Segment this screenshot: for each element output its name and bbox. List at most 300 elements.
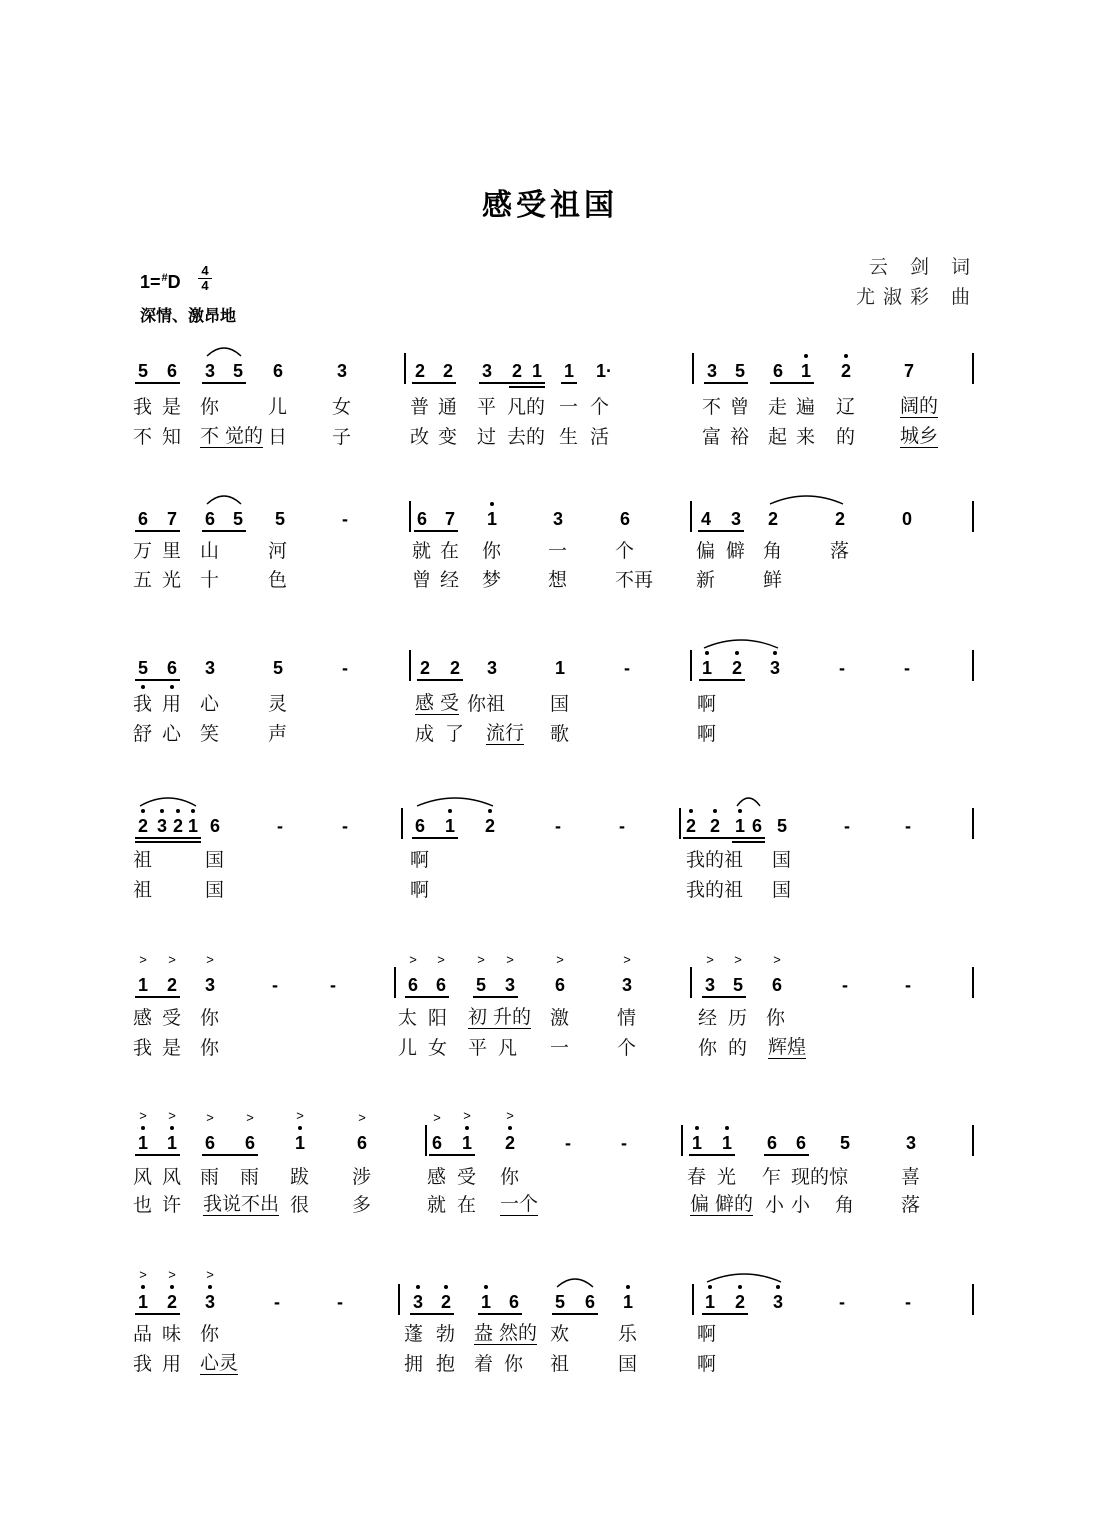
lyric-syllable: 你 (482, 540, 502, 562)
note: 1 (554, 658, 566, 678)
beam-line (698, 530, 744, 532)
sustain-dash: - (555, 816, 561, 836)
lyric-syllable: 用 (162, 693, 182, 715)
lyric-syllable: 啊 (697, 1323, 717, 1345)
beam-line (699, 679, 745, 681)
lyric-syllable: 起 (768, 426, 788, 448)
barline (972, 501, 974, 532)
accent-mark: > (168, 1267, 176, 1282)
note: 1 (187, 816, 199, 836)
accent-mark: > (734, 952, 742, 967)
lyric-syllable: 祖 (133, 879, 153, 901)
lyric-syllable: 歌 (550, 723, 570, 745)
accent-mark: > (773, 952, 781, 967)
high-octave-dot (626, 1285, 630, 1289)
lyric-syllable: 涉 (352, 1166, 372, 1188)
lyric-syllable: 灵 (268, 693, 288, 715)
high-octave-dot (141, 1285, 145, 1289)
note: 6 (407, 975, 419, 995)
accent-mark: > (206, 952, 214, 967)
time-signature-bottom: 4 (201, 278, 209, 293)
high-octave-dot (416, 1285, 420, 1289)
high-octave-dot (141, 1126, 145, 1130)
note: 1 (734, 816, 746, 836)
accent-mark: > (139, 952, 147, 967)
lyric-syllable: 受 (457, 1166, 477, 1188)
sharp-sign: # (161, 272, 168, 284)
note: 3 (156, 816, 168, 836)
accent-mark: > (296, 1108, 304, 1123)
accent-mark: > (433, 1110, 441, 1125)
lyric-syllable: 一 (548, 540, 568, 562)
lyric-syllable: 乍 (762, 1166, 782, 1188)
note: 2 (511, 361, 523, 381)
lyric-syllable: 不 (702, 396, 722, 418)
note: 3 (204, 361, 216, 381)
lyric-syllable: 在 (440, 540, 460, 562)
beam-line (135, 679, 180, 681)
lyric-syllable: 感 (133, 1007, 153, 1029)
lyric-syllable: 你 (698, 1037, 718, 1059)
note: 1 (563, 361, 575, 381)
note: 6 (431, 1133, 443, 1153)
lyric-syllable: 凡的 (507, 396, 546, 418)
note: 1 (137, 1133, 149, 1153)
note: 2 (172, 816, 184, 836)
high-octave-dot (444, 1285, 448, 1289)
lyric-syllable: 国 (205, 879, 225, 901)
lyric-syllable: 流行 (486, 722, 525, 744)
lyric-syllable: 乐 (618, 1323, 638, 1345)
note: 1 (704, 1292, 716, 1312)
lyric-syllable: 角 (835, 1194, 855, 1216)
note: 4 (700, 509, 712, 529)
note: 5 (839, 1133, 851, 1153)
sustain-dash: - (844, 816, 850, 836)
lyric-syllable: 我 (133, 1037, 153, 1059)
lyric-syllable: 角 (763, 540, 783, 562)
lyric-syllable: 五 (133, 569, 153, 591)
note: 3 (204, 975, 216, 995)
note: 6 (414, 816, 426, 836)
lyric-syllable: 现的惊 (791, 1166, 849, 1188)
lyric-syllable: 成 (415, 723, 435, 745)
accent-mark: > (556, 952, 564, 967)
accent-mark: > (168, 1108, 176, 1123)
beam-line (764, 1154, 809, 1156)
note: 6 (584, 1292, 596, 1312)
lyric-syllable: 勃 (436, 1323, 456, 1345)
beam-line (405, 996, 449, 998)
beam-line (135, 530, 180, 532)
tempo-marking: 深情、激昂地 (140, 306, 237, 325)
lyric-syllable: 万 (133, 540, 153, 562)
lyric-syllable: 女 (332, 396, 352, 418)
note: 5 (475, 975, 487, 995)
accent-mark: > (358, 1110, 366, 1125)
high-octave-dot (170, 1126, 174, 1130)
lyric-syllable: 通 (438, 396, 458, 418)
note: 6 (751, 816, 763, 836)
accent-mark: > (206, 1110, 214, 1125)
beam-line (770, 382, 814, 384)
accent-mark: > (206, 1267, 214, 1282)
lyric-syllable: 裕 (730, 426, 750, 448)
note: 5 (272, 658, 284, 678)
lyric-syllable: 味 (162, 1323, 182, 1345)
beam-line (429, 1154, 475, 1156)
note: 2 (504, 1133, 516, 1153)
time-signature-top: 4 (198, 265, 212, 279)
lyric-syllable: 心灵 (200, 1352, 239, 1374)
barline (972, 353, 974, 384)
lyric-syllable: 阳 (428, 1007, 448, 1029)
high-octave-dot (705, 651, 709, 655)
lyric-syllable: 激 (550, 1007, 570, 1029)
note: 3 (704, 975, 716, 995)
note: 1 (480, 1292, 492, 1312)
note: 1 (721, 1133, 733, 1153)
lyricist-credit: 云 剑 词 (868, 256, 978, 278)
lyric-syllable: 遍 (796, 396, 816, 418)
lyric-syllable: 经 (698, 1007, 718, 1029)
lyric-syllable: 就 (427, 1194, 447, 1216)
lyric-syllable: 我说不出 (203, 1193, 280, 1215)
lyric-syllable: 不 觉的 (200, 425, 264, 447)
note: 3 (552, 509, 564, 529)
note: 6 (416, 509, 428, 529)
lyric-syllable: 一个 (500, 1193, 539, 1215)
lyric-syllable: 落 (830, 540, 850, 562)
beam-line (412, 837, 458, 839)
high-octave-dot (508, 1126, 512, 1130)
high-octave-dot (708, 1285, 712, 1289)
lyric-syllable: 的 (728, 1037, 748, 1059)
note: 6 (244, 1133, 256, 1153)
lyric-syllable: 笑 (200, 723, 220, 745)
lyric-syllable: 平 (477, 396, 497, 418)
lyric-syllable: 你 (766, 1007, 786, 1029)
note: 6 (272, 361, 284, 381)
note: 3 (621, 975, 633, 995)
lyric-syllable: 你 (504, 1353, 524, 1375)
note: 5 (137, 361, 149, 381)
lyric-syllable: 太 (398, 1007, 418, 1029)
note: 2 (440, 1292, 452, 1312)
high-octave-dot (773, 651, 777, 655)
sustain-dash: - (342, 509, 348, 529)
lyric-syllable: 就 (412, 540, 432, 562)
note: 5 (274, 509, 286, 529)
barline (404, 353, 406, 384)
accent-mark: > (463, 1108, 471, 1123)
note: 1 (137, 975, 149, 995)
note: 2 (442, 361, 454, 381)
lyric-syllable: 跋 (290, 1166, 310, 1188)
lyric-syllable: 去的 (507, 426, 546, 448)
beam-line (135, 841, 201, 843)
lyric-syllable: 色 (268, 569, 288, 591)
sustain-dash: - (904, 658, 910, 678)
sustain-dash: - (274, 1292, 280, 1312)
accent-mark: > (409, 952, 417, 967)
time-signature (198, 265, 212, 292)
lyric-syllable: 生 (559, 426, 579, 448)
note: 3 (905, 1133, 917, 1153)
note: 1 (486, 509, 498, 529)
lyric-syllable: 拥 (404, 1353, 424, 1375)
note: 1 (800, 361, 812, 381)
lyric-syllable: 情 (617, 1007, 637, 1029)
lyric-syllable: 声 (268, 723, 288, 745)
barline (972, 1284, 974, 1315)
lyric-syllable: 啊 (697, 1353, 717, 1375)
lyric-syllable: 祖 (550, 1353, 570, 1375)
beam-line (135, 996, 180, 998)
accent-mark: > (506, 952, 514, 967)
barline (679, 808, 681, 839)
sustain-dash: - (842, 975, 848, 995)
barline (409, 501, 411, 532)
note: 6 (204, 1133, 216, 1153)
lyric-syllable: 是 (162, 396, 182, 418)
barline (972, 967, 974, 998)
note: 0 (901, 509, 913, 529)
high-octave-dot (738, 1285, 742, 1289)
lyric-syllable: 来 (796, 426, 816, 448)
beam-line (683, 837, 765, 839)
sustain-dash: - (337, 1292, 343, 1312)
lyric-syllable: 不再 (615, 569, 654, 591)
note: 6 (771, 975, 783, 995)
beam-line (417, 679, 463, 681)
lyric-syllable: 一 (559, 396, 579, 418)
lyric-syllable: 我的祖 (686, 849, 744, 871)
accent-mark: > (246, 1110, 254, 1125)
lyric-syllable: 辽 (836, 396, 856, 418)
lyric-syllable: 你 (200, 1323, 220, 1345)
sustain-dash: - (905, 975, 911, 995)
note: 6 (795, 1133, 807, 1153)
key-note: D (167, 272, 181, 292)
beam-line (135, 1313, 180, 1315)
lyric-syllable: 里 (162, 540, 182, 562)
slur (207, 348, 241, 356)
lyric-syllable: 你 (200, 1007, 220, 1029)
barline (425, 1125, 427, 1156)
note: 1 (701, 658, 713, 678)
lyric-syllable: 风 (133, 1166, 153, 1188)
lyric-syllable: 春 (687, 1166, 707, 1188)
lyric-syllable: 感 受 (415, 692, 460, 714)
sustain-dash: - (330, 975, 336, 995)
lyric-syllable: 感 (427, 1166, 447, 1188)
lyric-syllable: 啊 (697, 723, 717, 745)
high-octave-dot (738, 809, 742, 813)
note: 1 (461, 1133, 473, 1153)
accent-mark: > (506, 1108, 514, 1123)
lyric-syllable: 光 (717, 1166, 737, 1188)
lyric-syllable: 用 (162, 1353, 182, 1375)
note: 2 (685, 816, 697, 836)
lyric-syllable: 小 (765, 1194, 785, 1216)
lyric-syllable: 历 (728, 1007, 748, 1029)
accent-mark: > (139, 1108, 147, 1123)
beam-line (702, 1313, 748, 1315)
composer-credit: 尤淑彩 曲 (855, 286, 978, 308)
lyric-syllable: 不 (133, 426, 153, 448)
low-octave-dot (141, 685, 145, 689)
lyric-syllable: 平 (468, 1037, 488, 1059)
lyric-syllable: 舒 (133, 723, 153, 745)
sustain-dash: - (565, 1133, 571, 1153)
sustain-dash: - (621, 1133, 627, 1153)
high-octave-dot (488, 809, 492, 813)
barline (972, 1125, 974, 1156)
lyric-syllable: 我 (133, 1353, 153, 1375)
lyric-syllable: 国 (550, 693, 570, 715)
note: 7 (903, 361, 915, 381)
note: 2 (166, 1292, 178, 1312)
accent-mark: > (437, 952, 445, 967)
note: 6 (435, 975, 447, 995)
song-title: 感受祖国 (482, 188, 618, 223)
note: 2 (731, 658, 743, 678)
note: 3 (730, 509, 742, 529)
sustain-dash: - (905, 816, 911, 836)
note: 2 (449, 658, 461, 678)
lyric-syllable: 着 (474, 1353, 494, 1375)
lyric-syllable: 啊 (410, 879, 430, 901)
note: 5 (734, 361, 746, 381)
lyric-syllable: 偏 僻的 (690, 1193, 754, 1215)
lyric-syllable: 新 (696, 569, 716, 591)
high-octave-dot (689, 809, 693, 813)
lyric-syllable: 落 (901, 1194, 921, 1216)
lyric-syllable: 国 (205, 849, 225, 871)
note: 2 (419, 658, 431, 678)
note: 6 (356, 1133, 368, 1153)
barline (690, 650, 692, 681)
note: 1· (595, 361, 613, 381)
lyric-syllable: 偏 (696, 540, 716, 562)
high-octave-dot (176, 809, 180, 813)
high-octave-dot (191, 809, 195, 813)
high-octave-dot (448, 809, 452, 813)
lyric-syllable: 你 (200, 396, 220, 418)
lyric-syllable: 国 (618, 1353, 638, 1375)
lyric-syllable: 国 (772, 879, 792, 901)
lyric-syllable: 欢 (550, 1323, 570, 1345)
note: 6 (508, 1292, 520, 1312)
key-signature (140, 271, 181, 296)
note: 1 (294, 1133, 306, 1153)
lyric-syllable: 个 (615, 540, 635, 562)
barline (690, 967, 692, 998)
lyric-syllable: 梦 (482, 569, 502, 591)
accent-mark: > (168, 952, 176, 967)
note: 6 (209, 816, 221, 836)
lyric-syllable: 一 (550, 1037, 570, 1059)
lyric-syllable: 品 (133, 1323, 153, 1345)
note: 3 (486, 658, 498, 678)
barline (398, 1284, 400, 1315)
lyric-syllable: 凡 (498, 1037, 518, 1059)
note: 2 (414, 361, 426, 381)
lyric-syllable: 也 (133, 1194, 153, 1216)
lyric-syllable: 了 (445, 723, 465, 745)
slur (417, 798, 493, 806)
lyric-syllable: 儿 (268, 396, 288, 418)
beam-line (479, 382, 545, 384)
lyric-syllable: 曾 (412, 569, 432, 591)
beam-line (135, 382, 180, 384)
accent-mark: > (706, 952, 714, 967)
high-octave-dot (804, 354, 808, 358)
lyric-syllable: 城乡 (900, 425, 939, 447)
note: 5 (732, 975, 744, 995)
accent-mark: > (623, 952, 631, 967)
beam-line (202, 382, 246, 384)
barline (394, 967, 396, 998)
lyric-syllable: 个 (617, 1037, 637, 1059)
lyric-syllable: 曾 (730, 396, 750, 418)
lyric-syllable: 雨 (200, 1166, 220, 1188)
lyric-syllable: 个 (590, 396, 610, 418)
high-octave-dot (170, 1285, 174, 1289)
note: 2 (840, 361, 852, 381)
accent-mark: > (477, 952, 485, 967)
slur (704, 640, 778, 648)
note: 2 (767, 509, 779, 529)
barline (681, 1125, 683, 1156)
note: 6 (554, 975, 566, 995)
lyric-syllable: 活 (590, 426, 610, 448)
lyric-syllable: 喜 (901, 1166, 921, 1188)
note: 6 (166, 361, 178, 381)
sustain-dash: - (342, 658, 348, 678)
lyric-syllable: 光 (162, 569, 182, 591)
lyric-syllable: 小 (791, 1194, 811, 1216)
lyric-syllable: 辉煌 (768, 1036, 807, 1058)
beam-line (202, 1154, 258, 1156)
beam-line (509, 386, 545, 388)
beam-line (689, 1154, 735, 1156)
lyric-syllable: 抱 (436, 1353, 456, 1375)
lyric-syllable: 山 (200, 540, 220, 562)
beam-line (702, 996, 746, 998)
lyric-syllable: 鲜 (763, 569, 783, 591)
high-octave-dot (298, 1126, 302, 1130)
slur (557, 1279, 593, 1287)
barline (692, 353, 694, 384)
lyric-syllable: 蓬 (404, 1323, 424, 1345)
note: 5 (232, 361, 244, 381)
note: 6 (772, 361, 784, 381)
lyric-syllable: 富 (702, 426, 722, 448)
slur (770, 496, 843, 504)
high-octave-dot (695, 1126, 699, 1130)
slur (737, 798, 760, 806)
beam-line (704, 382, 748, 384)
low-octave-dot (170, 685, 174, 689)
high-octave-dot (141, 809, 145, 813)
slur (707, 1274, 781, 1282)
slur (140, 798, 196, 806)
note: 1 (622, 1292, 634, 1312)
lyric-syllable: 初 升的 (468, 1006, 532, 1028)
lyric-syllable: 风 (162, 1166, 182, 1188)
